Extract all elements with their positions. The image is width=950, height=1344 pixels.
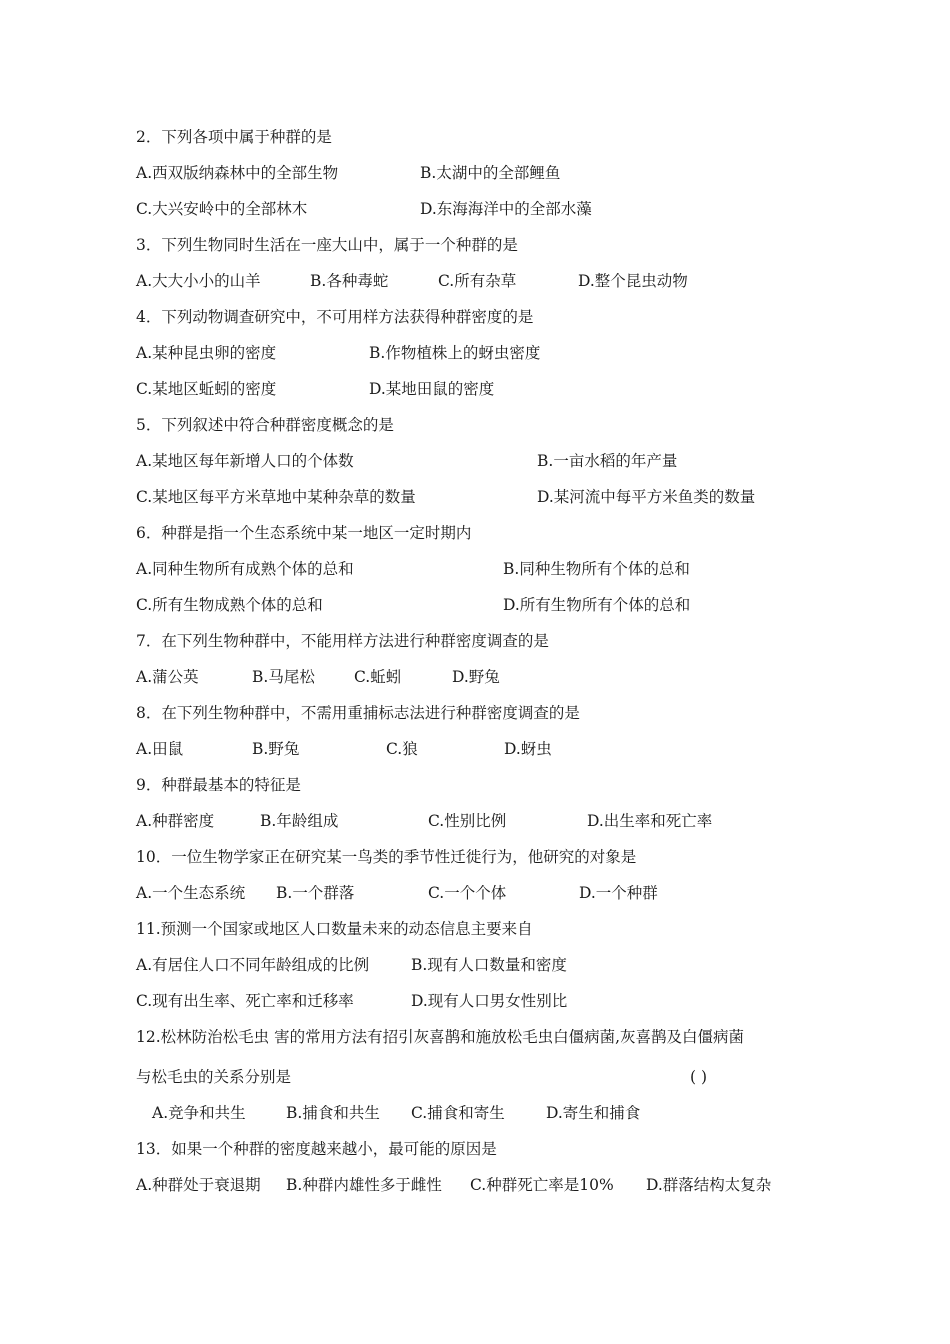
option-d: D.东海海洋中的全部水藻 [420,200,592,218]
option-b: B.太湖中的全部鲤鱼 [420,164,561,182]
option-b: B.种群内雄性多于雌性 [286,1176,442,1194]
option-a: A.有居住人口不同年龄组成的比例 [136,956,370,974]
option-b: B.一亩水稻的年产量 [537,452,678,470]
option-d: D.野兔 [452,668,500,686]
option-d: D.寄生和捕食 [546,1104,641,1122]
question-12-stem-line-1: 12.松林防治松毛虫 害的常用方法有招引灰喜鹊和施放松毛虫白僵病菌,灰喜鹊及白僵病菌 [136,1028,745,1046]
option-d: D.现有人口男女性别比 [411,992,568,1010]
question-10-stem: 10．一位生物学家正在研究某一鸟类的季节性迁徙行为，他研究的对象是 [136,848,637,866]
option-a: A.竞争和共生 [152,1104,246,1122]
option-c: C.性别比例 [428,812,507,830]
option-b: B.各种毒蛇 [310,272,389,290]
option-c: C.种群死亡率是10% [470,1176,614,1194]
question-6-stem: 6．种群是指一个生态系统中某一地区一定时期内 [136,524,472,542]
question-3-stem: 3．下列生物同时生活在一座大山中，属于一个种群的是 [136,236,518,254]
option-b: B.一个群落 [276,884,355,902]
option-d: D.整个昆虫动物 [578,272,688,290]
option-a: A.大大小小的山羊 [136,272,261,290]
option-c: C.狼 [386,740,418,758]
question-2-stem: 2．下列各项中属于种群的是 [136,128,332,146]
option-a: A.同种生物所有成熟个体的总和 [136,560,354,578]
option-c: C.所有生物成熟个体的总和 [136,596,323,614]
question-12-stem-line-2: 与松毛虫的关系分别是 [136,1068,292,1086]
option-c: C.所有杂草 [438,272,517,290]
question-4-stem: 4．下列动物调查研究中，不可用样方法获得种群密度的是 [136,308,534,326]
option-b: B.马尾松 [252,668,315,686]
option-c: C.捕食和寄生 [411,1104,505,1122]
option-b: B.作物植株上的蚜虫密度 [369,344,541,362]
option-c: C.某地区蚯蚓的密度 [136,380,277,398]
option-d: D.出生率和死亡率 [587,812,713,830]
option-a: A.田鼠 [136,740,184,758]
option-a: A.某种昆虫卵的密度 [136,344,277,362]
option-a: A.蒲公英 [136,668,199,686]
option-d: D.蚜虫 [504,740,552,758]
question-7-stem: 7．在下列生物种群中，不能用样方法进行种群密度调查的是 [136,632,549,650]
option-a: A.西双版纳森林中的全部生物 [136,164,339,182]
question-8-stem: 8．在下列生物种群中，不需用重捕标志法进行种群密度调查的是 [136,704,580,722]
option-d: D.所有生物所有个体的总和 [503,596,691,614]
option-c: C.大兴安岭中的全部林木 [136,200,308,218]
option-b: B.捕食和共生 [286,1104,380,1122]
option-d: D.某地田鼠的密度 [369,380,495,398]
option-c: C.蚯蚓 [354,668,402,686]
option-a: A.某地区每年新增人口的个体数 [136,452,354,470]
option-c: C.一个个体 [428,884,507,902]
question-13-stem: 13．如果一个种群的密度越来越小，最可能的原因是 [136,1140,497,1158]
option-c: C.某地区每平方米草地中某种杂草的数量 [136,488,416,506]
question-5-stem: 5．下列叙述中符合种群密度概念的是 [136,416,394,434]
option-b: B.年龄组成 [260,812,339,830]
option-a: A.一个生态系统 [136,884,246,902]
answer-bracket: ( ) [690,1068,708,1086]
option-a: A.种群处于衰退期 [136,1176,261,1194]
question-9-stem: 9．种群最基本的特征是 [136,776,301,794]
option-d: D.一个种群 [579,884,658,902]
option-b: B.野兔 [252,740,300,758]
option-a: A.种群密度 [136,812,215,830]
option-d: D.群落结构太复杂 [646,1176,772,1194]
question-11-stem: 11.预测一个国家或地区人口数量未来的动态信息主要来自 [136,920,533,938]
option-b: B.同种生物所有个体的总和 [503,560,690,578]
option-c: C.现有出生率、死亡率和迁移率 [136,992,354,1010]
option-b: B.现有人口数量和密度 [411,956,567,974]
option-d: D.某河流中每平方米鱼类的数量 [537,488,756,506]
